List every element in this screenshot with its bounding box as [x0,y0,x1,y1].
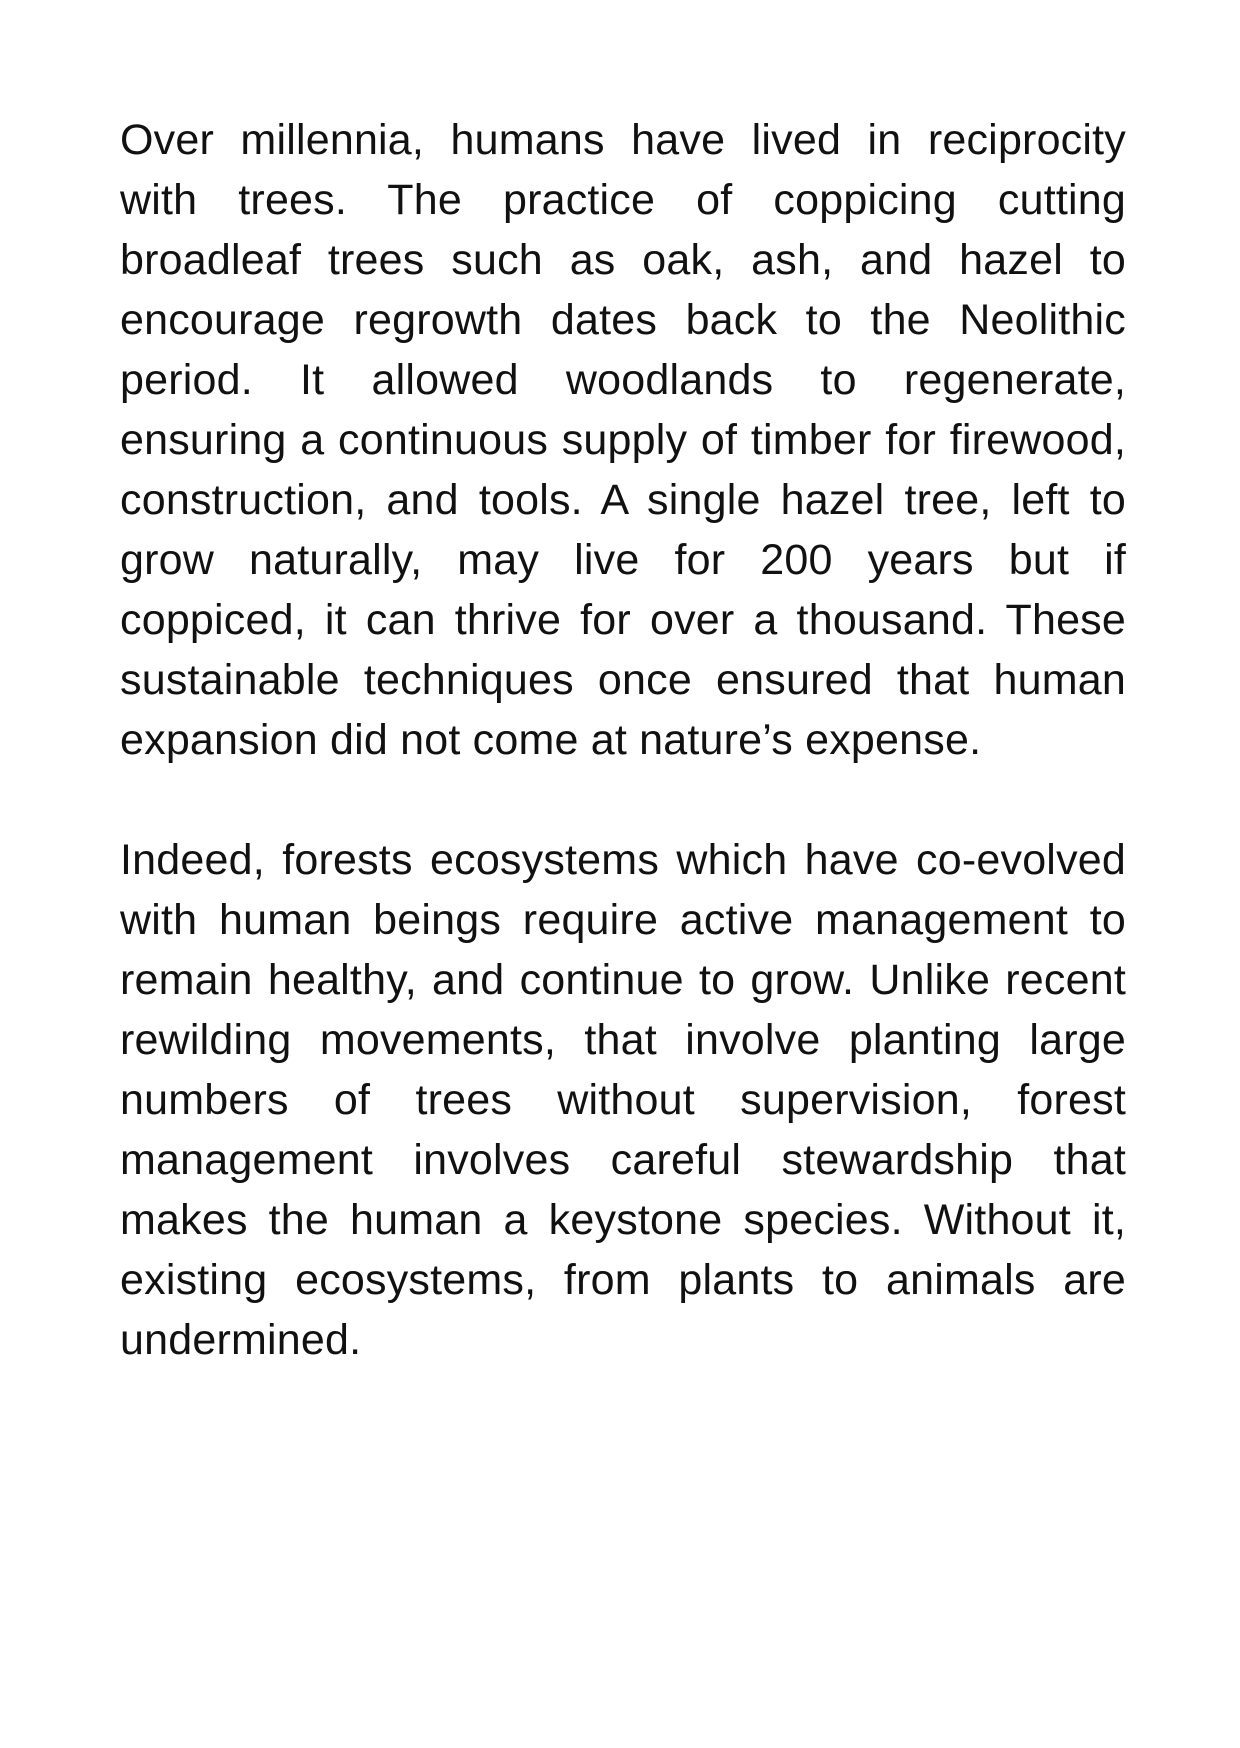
paragraph-coppicing: Over millennia, humans have lived in reciprocity with trees. The practice of coppicing cutting broadleaf trees such as oak, ash, and hazel to encourage regrowth dates back to the Neolithic period. It allowed woodlands to regenerate, ensuring a continuous supply of timber for firewood, construction, and tools. A single hazel tree, left to grow naturally, may live for 200 years but if coppiced, it can thrive for over a thousand. These sustainable techniques once ensured that human expansion did not come at nature’s expense. [120,116,1126,764]
body-text [120,110,1126,1370]
paragraph-forest-management: Indeed, forests ecosystems which have co-evolved with human beings require active management to remain healthy, and continue to grow. Unlike recent rewilding movements, that involve planting large numbers of trees without supervision, forest management involves careful stewardship that makes the human a keystone species. Without it, existing ecosystems, from plants to animals are undermined. [120,836,1126,1364]
